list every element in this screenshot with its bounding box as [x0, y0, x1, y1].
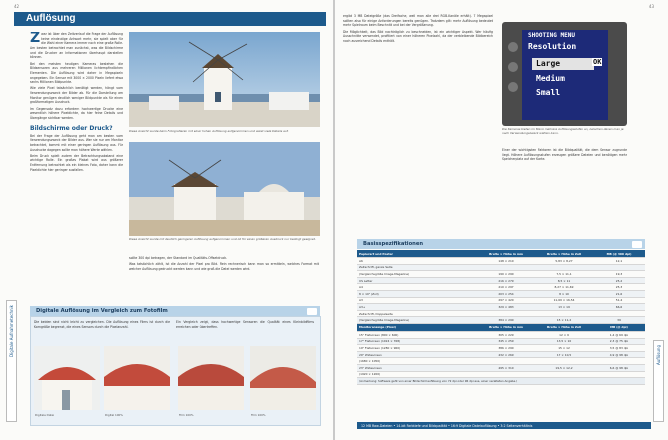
- table-cell: [535, 310, 593, 317]
- table-cell: A6: [357, 258, 477, 265]
- table-cell: 12,1: [593, 258, 645, 265]
- table-header-row: [357, 323, 645, 331]
- table-cell: 203 × 254: [477, 290, 535, 297]
- table-cell: 11,69 × 16,54: [535, 297, 593, 304]
- table-cell: [535, 358, 593, 365]
- table-note-row: [357, 378, 645, 385]
- box-title: Digitale Auflösung im Vergleich zum Fotofilm: [36, 307, 168, 314]
- table-cell: 216 × 279: [477, 277, 535, 284]
- table-cell: 17 × 10,5: [535, 351, 593, 358]
- table-cell: 345 × 259: [477, 338, 535, 345]
- table-title-bar: [357, 239, 645, 249]
- table-cell: 297 × 420: [477, 297, 535, 304]
- table-cell: 39: [593, 317, 645, 324]
- page-title-bar: [14, 12, 326, 26]
- footer-bar: [357, 422, 651, 429]
- table-row: [357, 290, 645, 297]
- camera-button-icon: [508, 42, 518, 52]
- table-cell: 51,4: [593, 297, 645, 304]
- table-row: [357, 345, 645, 352]
- table-cell: 15" Flatscreen (800 × 600): [357, 331, 477, 338]
- thumbnail-caption-3: Film 100%: [179, 413, 194, 417]
- page-number-left: 42: [14, 4, 20, 9]
- table-header-cell: MB (@ 300 dpi): [593, 250, 645, 258]
- menu-subtitle: Resolution: [528, 42, 577, 51]
- section-heading-bildschirme: Bildschirme oder Druck?: [30, 124, 113, 132]
- thumbnail-caption-4: Film 100%: [251, 413, 266, 417]
- table-row: [357, 284, 645, 291]
- thumbnail-2: [104, 346, 170, 410]
- table-cell: 19,3: [593, 271, 645, 278]
- side-label-left: Digitale Aufnahmetechnik: [9, 305, 14, 357]
- right-paragraph-1: ergibt 3 MB Dateigröße (das Dreifache, weil man alle drei RGB-Kanäle erhält). 7 Megapixel sollten also für einige Anforderungen bereits genügen. Trotzdem gilt: mehr Auflösung bedeutet mehr Spielraum beim Beschnitt und bei der Vergrößerung.: [343, 14, 493, 28]
- box-badge: [307, 308, 317, 315]
- side-label-right: Auflösung: [656, 345, 661, 365]
- table-cell: [593, 310, 645, 317]
- table-cell: 3,5 @ 83 dpi: [593, 345, 645, 352]
- thumbnail-caption-2: Digital 100%: [105, 413, 123, 417]
- table-cell: 386 × 290: [477, 345, 535, 352]
- thumbnail-4-svg: [250, 346, 316, 410]
- table-header-cell: Breite × Höhe in Zoll: [535, 250, 593, 258]
- box-paragraph-1: Die beiden sind nicht leicht zu vergleichen. Die Auflösung eines Films ist durch die Korngröße begrenzt, die eines Sensors durch die Pixelanzahl.: [34, 320, 170, 329]
- table-cell: 13,5 × 10: [535, 338, 593, 345]
- spec-table: [357, 250, 645, 385]
- right-page: [335, 0, 668, 440]
- table-cell: 1,4 @ 69 dpi: [593, 331, 645, 338]
- table-cell: 66,6: [593, 304, 645, 311]
- table-header-cell: Breite × Höhe in mm: [477, 323, 535, 331]
- table-row: [357, 364, 645, 371]
- menu-caption: Die Kameras bieten im Menü mehrere Auflösungsstufen an, zwischen denen man je nach Verwendungszweck wählen kann.: [502, 127, 624, 135]
- table-cell: 2,3 @ 75 dpi: [593, 338, 645, 345]
- table-row: [357, 331, 645, 338]
- table-cell: 210 × 297: [477, 284, 535, 291]
- footer-text: 12 MB Raw-Dateien • 14-bit Farbtiefe und Bildqualität • 16:9 Digitale Dateiauflösung • 3:2 Seitenverhältnis: [361, 423, 533, 428]
- table-badge: [632, 241, 642, 248]
- right-text-column-2: [502, 148, 627, 236]
- table-header-row: [357, 250, 645, 258]
- table-cell: 495 × 310: [477, 364, 535, 371]
- table-cell: [593, 358, 645, 365]
- side-tab-left: [6, 300, 17, 422]
- table-cell: Zeitschrift, Doppelseite: [357, 310, 477, 317]
- table-cell: [535, 371, 593, 378]
- table-row: [357, 264, 645, 271]
- box-title-bar: [30, 306, 320, 316]
- table-cell: [535, 264, 593, 271]
- camera-button-icon: [508, 82, 518, 92]
- table-header-cell: Papierart und Poster: [357, 250, 477, 258]
- table-cell: 7,5 × 11,1: [535, 271, 593, 278]
- table-row: [357, 351, 645, 358]
- table-cell: (Vergleichsgröße Image-Magazine): [357, 317, 477, 324]
- table-row: [357, 371, 645, 378]
- table-cell: [593, 264, 645, 271]
- drop-cap: Z: [30, 32, 41, 46]
- menu-item-large-highlight[interactable]: [532, 58, 594, 70]
- table-cell: (1920 × 1200): [357, 371, 477, 378]
- paragraph-3: Im Gegensatz dazu erfordern hochwertige Drucke eine wesentlich höhere Pixeldichte, da hier feine Details und Übergänge sichtbar werden.: [30, 106, 123, 120]
- table-cell: 25,3: [593, 284, 645, 291]
- table-cell: 384 × 290: [477, 317, 535, 324]
- table-cell: 21,6: [593, 290, 645, 297]
- table-cell: 432 × 269: [477, 351, 535, 358]
- table-cell: 20" Widescreen: [357, 351, 477, 358]
- table-cell: 5,83 × 8,27: [535, 258, 593, 265]
- table-cell: A3: [357, 297, 477, 304]
- paragraph-5: Beim Druck spielt zudem der Betrachtungsabstand eine wichtige Rolle. Ein großes Plakat wird aus größerer Entfernung betrachtet als ein kleines Foto, daher kann die Pixeldichte hier geringer ausfallen.: [30, 153, 123, 172]
- table-row: [357, 277, 645, 284]
- table-cell: [477, 264, 535, 271]
- paragraph-4: Bei der Frage der Auflösung geht man am besten vom Verwendungszweck der Bilder aus. Wer sie nur am Monitor betrachtet, kommt mit einer geringen Auflösung aus. Für Ausdrucke dagegen sollte man höhere Werte wählen.: [30, 133, 123, 152]
- page-title: Auflösung: [26, 13, 76, 24]
- table-cell: 6,6 @ 98 dpi: [593, 364, 645, 371]
- table-cell: 19" Flatscreen (1280 × 960): [357, 345, 477, 352]
- table-cell: US Letter: [357, 277, 477, 284]
- table-header-cell: Breite × Höhe in mm: [477, 250, 535, 258]
- table-cell: A4: [357, 284, 477, 291]
- table-title: Basisspezifikationen: [363, 240, 424, 247]
- menu-item-large[interactable]: Large: [536, 59, 561, 68]
- menu-ok-badge[interactable]: OK: [593, 58, 602, 66]
- box-text-1: [34, 320, 170, 342]
- table-cell: 17" Flatscreen (1024 × 768): [357, 338, 477, 345]
- table-cell: 15 × 12: [535, 345, 593, 352]
- menu-title: SHOOTING MENU: [528, 32, 575, 39]
- right-text-column-1: [343, 14, 493, 236]
- right-paragraph-2: Die Möglichkeit, das Bild nachträglich zu beschneiden, ist ein wichtiger Aspekt. Wer häufig Ausschnitte verwendet, profitiert von einer höheren Pixelzahl, da der verbleibende Bildbereich noch ausreichend Details enthält.: [343, 29, 493, 43]
- table-cell: 15 × 11,2: [535, 317, 593, 324]
- photo-caption-1: Diese Ansicht wurde beim Fotografieren mit einer hohen Auflösung aufgenommen und weist viele Details auf.: [129, 129, 289, 133]
- table-cell: [477, 310, 535, 317]
- thumbnail-3: [178, 346, 244, 410]
- box-text-2: [176, 320, 314, 342]
- table-cell: 25,2: [593, 277, 645, 284]
- table-cell: 329 × 483: [477, 304, 535, 311]
- table-row: [357, 310, 645, 317]
- table-cell: 8 × 10" (Zoll): [357, 290, 477, 297]
- menu-item-medium[interactable]: Medium: [536, 74, 565, 83]
- table-note: (Anmerkung: Software geht von einer Bildschirmauflösung von 72 dpi oder 96 dpi aus, einer veralteten Angabe.): [357, 378, 645, 385]
- table-cell: 12 × 9: [535, 331, 593, 338]
- table-cell: 19,5 × 12,2: [535, 364, 593, 371]
- table-header-cell: MB (@ dpi): [593, 323, 645, 331]
- table-cell: A3+: [357, 304, 477, 311]
- table-row: [357, 317, 645, 324]
- table-cell: 23" Widescreen: [357, 364, 477, 371]
- col2-paragraph-1: sollte 300 dpi betragen, der Standard im Qualitäts-Offsetdruck.: [129, 256, 228, 260]
- col2-paragraph-2: Was tatsächlich zählt, ist die Anzahl der Pixel pro Bild. Rein rechnerisch kann man so ermitteln, welches Format mit welcher Auflösung gedruckt werden kann und wie groß die Datei werden wird.: [129, 262, 319, 271]
- table-cell: 8,27 × 11,69: [535, 284, 593, 291]
- table-cell: 148 × 210: [477, 258, 535, 265]
- thumbnail-1-svg: [34, 346, 100, 410]
- table-row: [357, 271, 645, 278]
- table-cell: (Vergleichsgröße Image-Magazine): [357, 271, 477, 278]
- paragraph-2: Wie viele Pixel tatsächlich benötigt werden, hängt vom Verwendungszweck der Bilder ab. Für die Darstellung am Monitor genügen deutlich weniger Bildpunkte als für einen großformatigen Ausdruck.: [30, 86, 123, 105]
- thumbnail-1: [34, 346, 100, 410]
- table-cell: 8 × 10: [535, 290, 593, 297]
- table-row: [357, 358, 645, 365]
- table-cell: 4,9 @ 98 dpi: [593, 351, 645, 358]
- table-row: [357, 297, 645, 304]
- left-page: [0, 0, 333, 440]
- camera-lcd-photo: [502, 22, 627, 126]
- intro-paragraph: war ist über den Zeitverlauf die Frage der Auflösung keine eindeutige Antwort mehr, sie spielt aber für die Wahl einer Kamera immer noch eine große Rolle. Am besten betrachtet man zunächst, was die Bildschirme und die Drucker an Informationen überhaupt darstellen können.: [30, 32, 123, 60]
- table-header-cell: Monitoranzeige (Pixel): [357, 323, 477, 331]
- table-cell: 13 × 19: [535, 304, 593, 311]
- thumbnail-4: [250, 346, 316, 410]
- menu-item-small[interactable]: Small: [536, 88, 561, 97]
- page-number-right: 43: [648, 4, 654, 9]
- windmill-photo-2-svg: [129, 142, 320, 236]
- thumbnail-2-svg: [104, 346, 170, 410]
- left-text-column-1: [30, 32, 123, 298]
- table-cell: [593, 371, 645, 378]
- table-row: [357, 304, 645, 311]
- photo-caption-2: Diese Ansicht wurde mit deutlich geringerer Auflösung aufgenommen und ist für einen größeren Ausdruck nur bedingt geeignet.: [129, 237, 316, 241]
- windmill-photo-low-res: [129, 142, 320, 236]
- thumbnail-caption-1: Digitale Datei: [35, 413, 55, 417]
- table-cell: 8,5 × 11: [535, 277, 593, 284]
- table-cell: [477, 371, 535, 378]
- spec-table-body: [357, 250, 645, 385]
- table-cell: Zeitschrift, ganze Seite: [357, 264, 477, 271]
- right-paragraph-3: Einer der wichtigsten Faktoren ist die Bildqualität, die dem Sensor zugrunde liegt. Höhere Auflösungsstufen erzeugen größere Dateien und benötigen mehr Speicherplatz auf der Karte.: [502, 148, 627, 162]
- table-row: [357, 258, 645, 265]
- box-paragraph-2: Ein Vergleich zeigt, dass hochwertige Sensoren die Qualität eines Kleinbildfilms erreichen oder übertreffen.: [176, 320, 314, 329]
- camera-button-icon: [508, 62, 518, 72]
- thumbnail-3-svg: [178, 346, 244, 410]
- side-tab-right: [653, 340, 664, 422]
- paragraph-1: Bei den meisten heutigen Kameras bestehen die Bildsensoren aus mehreren Millionen lichtempfindlichen Elementen. Die Auflösung wird daher in Megapixeln angegeben. Ein Sensor mit 3000 × 2000 Pixeln liefert etwa sechs Millionen Bildpunkte.: [30, 61, 123, 85]
- table-cell: 190 × 290: [477, 271, 535, 278]
- table-cell: [477, 358, 535, 365]
- windmill-photo-high-res: [129, 32, 320, 127]
- left-text-column-2: [129, 256, 319, 304]
- table-row: [357, 338, 645, 345]
- table-cell: (1680 × 1050): [357, 358, 477, 365]
- windmill-photo-1-svg: [129, 32, 320, 127]
- table-cell: 305 × 229: [477, 331, 535, 338]
- camera-menu-screen: [522, 30, 608, 120]
- table-header-cell: Breite × Höhe in Zoll: [535, 323, 593, 331]
